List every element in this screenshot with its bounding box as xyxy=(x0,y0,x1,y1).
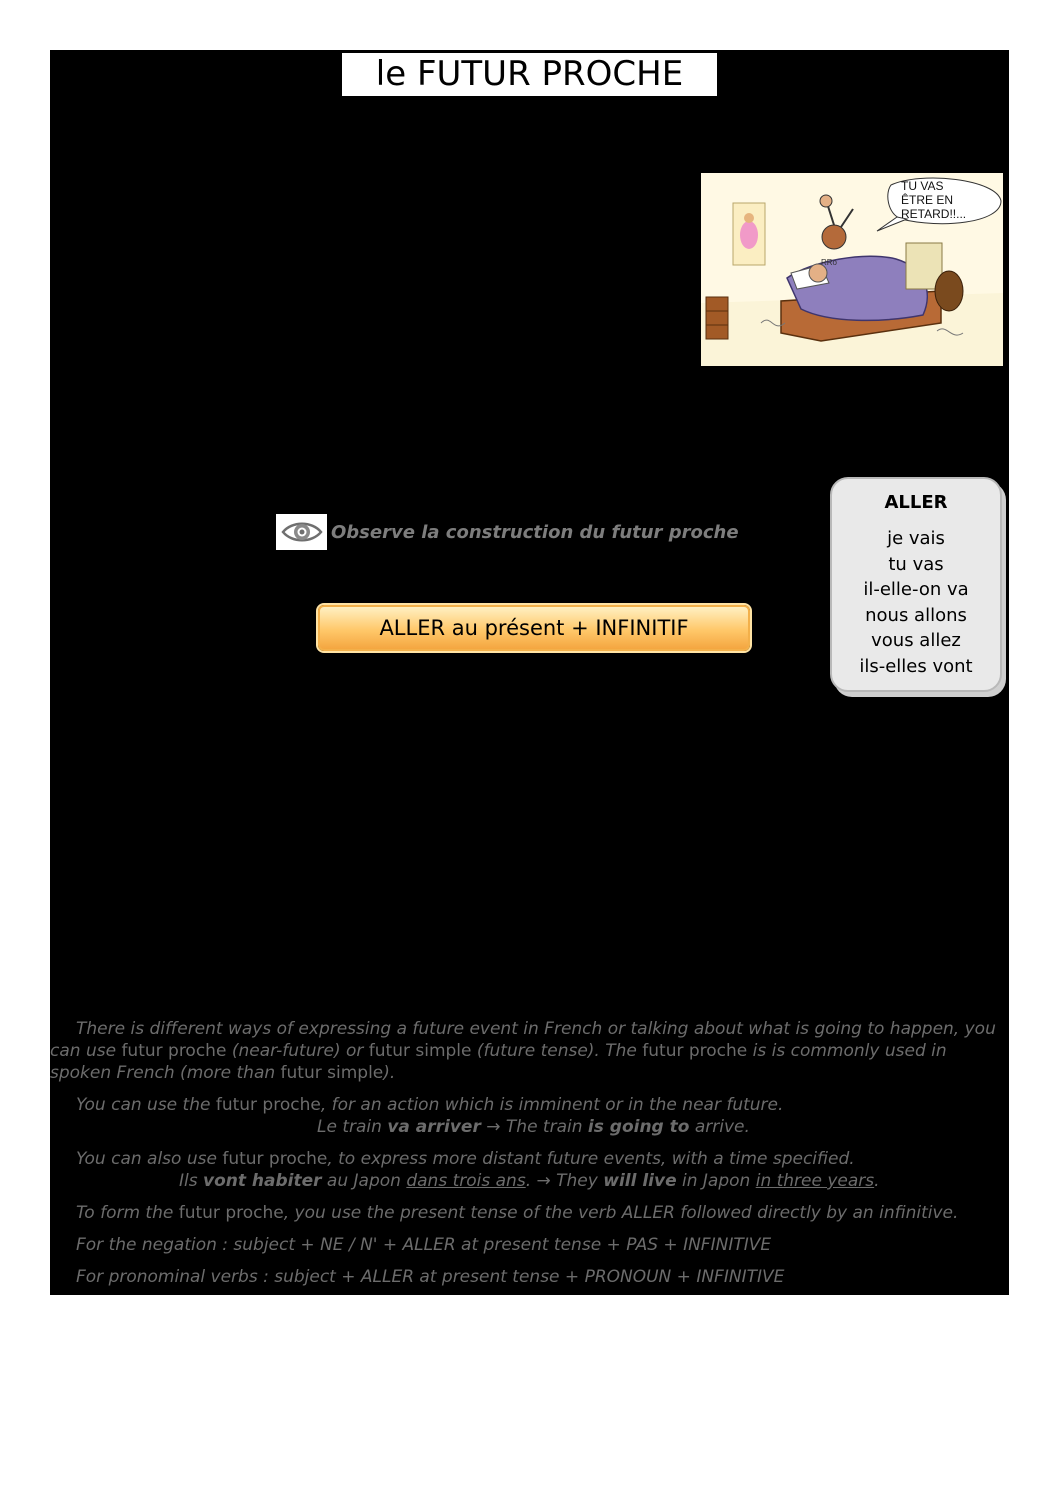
term-futur-simple: futur simple xyxy=(368,1041,472,1061)
text-run: in Japon xyxy=(676,1171,756,1191)
explanation-paragraph xyxy=(50,1094,1009,1116)
text-run: is is commonly used in spoken French (more than xyxy=(50,1041,947,1083)
page-title: le FUTUR PROCHE xyxy=(342,53,717,96)
observe-text: Observe la construction du futur proche xyxy=(331,521,739,543)
text-run: . xyxy=(874,1171,880,1191)
conjugation-form: ils-elles vont xyxy=(859,655,973,677)
text-run: To form the xyxy=(76,1203,179,1223)
explanation-paragraph xyxy=(50,1018,1009,1084)
text-run: . → They xyxy=(525,1171,604,1191)
speech-line-2: ÊTRE EN xyxy=(901,193,954,207)
pronominal-rule: For pronominal verbs : subject + ALLER at present tense + PRONOUN + INFINITIVE xyxy=(76,1267,785,1287)
conjugation-form: je vais xyxy=(887,528,945,549)
observe-instruction xyxy=(276,514,739,550)
text-run: You can also use xyxy=(76,1149,223,1169)
conjugation-form: tu vas xyxy=(888,553,944,575)
speech-line-1: TU VAS xyxy=(901,179,944,193)
cartoon-illustration xyxy=(701,173,1003,366)
term-futur-proche: futur proche xyxy=(642,1041,748,1061)
explanation-paragraph xyxy=(50,1202,1009,1224)
text-run: There is different ways of expressing a future event in French or talking about what is going to happen, you can use xyxy=(50,1019,996,1061)
explanation-text xyxy=(50,1018,1009,1288)
text-run: arrive. xyxy=(689,1117,750,1137)
text-run: (future tense). The xyxy=(471,1041,643,1061)
eye-icon xyxy=(276,514,327,550)
text-run: You can use the xyxy=(76,1095,216,1115)
term-futur-simple: futur simple xyxy=(280,1063,384,1083)
text-run: au Japon xyxy=(321,1171,407,1191)
text-run: Ils xyxy=(179,1171,203,1191)
text-run: , to express more distant future events, with a time specified. xyxy=(327,1149,855,1169)
term-futur-proche: futur proche xyxy=(222,1149,328,1169)
time-expression: in three years xyxy=(755,1171,875,1191)
text-run: , for an action which is imminent or in the near future. xyxy=(320,1095,784,1115)
text-run: ). xyxy=(383,1063,396,1083)
highlight-verb: va arriver xyxy=(387,1117,481,1137)
term-futur-proche: futur proche xyxy=(215,1095,321,1115)
conjugation-title: ALLER xyxy=(884,492,948,513)
conjugation-form: nous allons xyxy=(865,604,967,626)
text-run: , you use the present tense of the verb ALLER followed directly by an infinitive. xyxy=(283,1203,959,1223)
example-sentence xyxy=(50,1116,1009,1138)
highlight-verb: is going to xyxy=(587,1117,690,1137)
negation-rule: For the negation : subject + NE / N' + ALLER at present tense + PAS + INFINITIVE xyxy=(76,1235,772,1255)
text-run: Le train xyxy=(317,1117,388,1137)
highlight-verb: will live xyxy=(603,1171,677,1191)
text-run: (near-future) or xyxy=(226,1041,369,1061)
conjugation-list xyxy=(832,526,1000,679)
aller-conjugation-card xyxy=(830,477,1002,692)
speech-line-3: RETARD!!... xyxy=(901,207,967,221)
formula-banner: ALLER au présent + INFINITIF xyxy=(318,605,750,651)
time-expression: dans trois ans xyxy=(406,1171,526,1191)
snore-text: RRo xyxy=(821,258,838,267)
conjugation-form: vous allez xyxy=(871,630,961,651)
term-futur-proche: futur proche xyxy=(178,1203,284,1223)
conjugation-form: il-elle-on va xyxy=(863,579,969,600)
text-run: → The train xyxy=(480,1117,588,1137)
term-futur-proche: futur proche xyxy=(121,1041,227,1061)
example-sentence xyxy=(50,1170,1009,1192)
highlight-verb: vont habiter xyxy=(203,1171,322,1191)
explanation-paragraph xyxy=(50,1148,1009,1170)
